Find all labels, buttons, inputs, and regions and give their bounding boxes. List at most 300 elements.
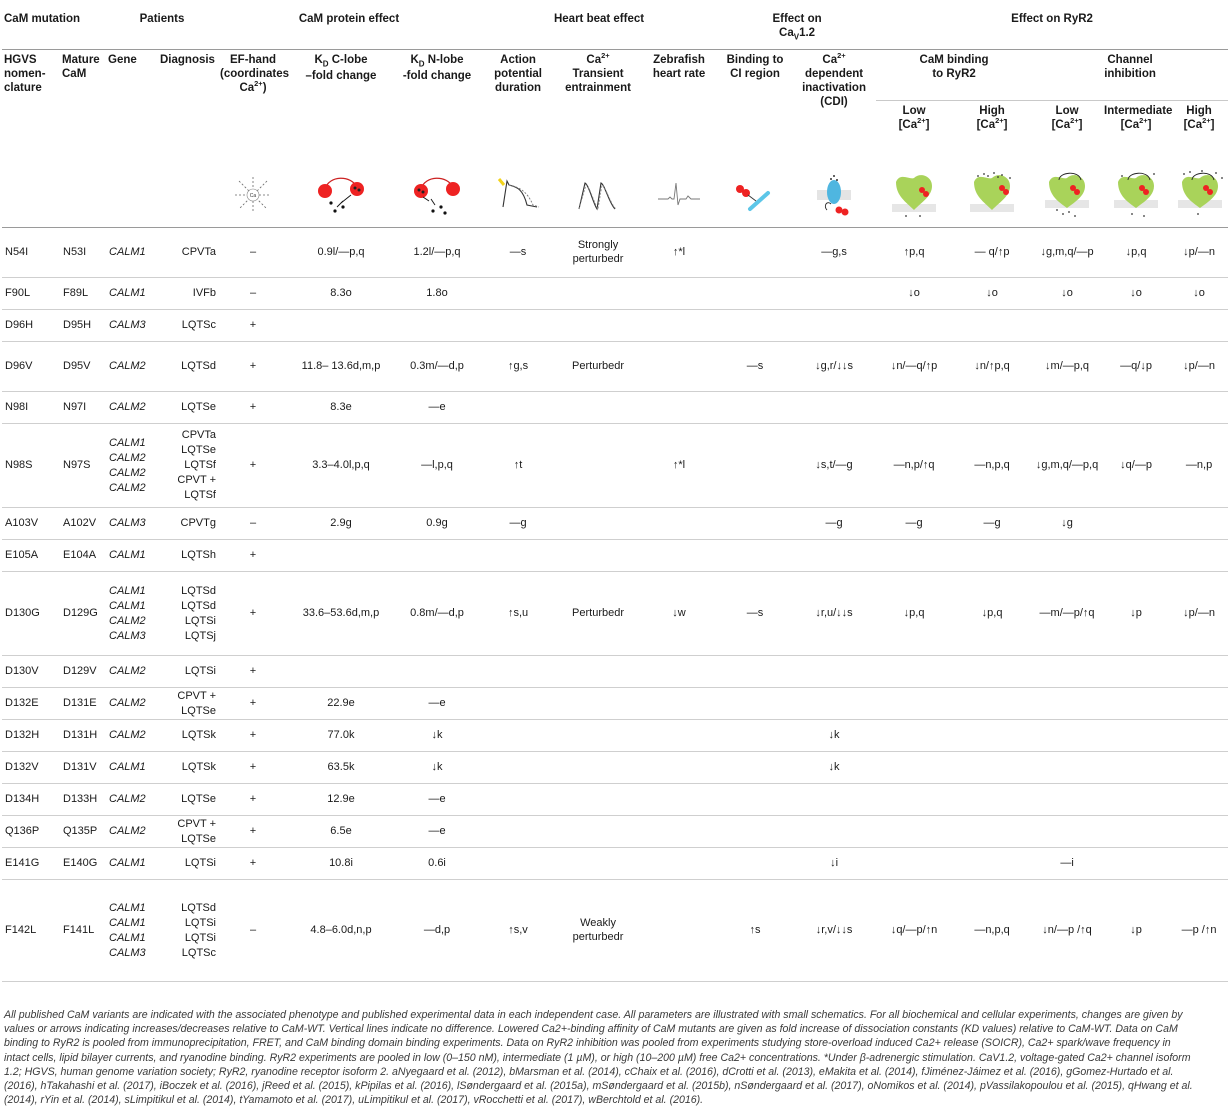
- group-effect-on-cav: Effect on $Ca_V1.2$: [718, 0, 876, 50]
- diagnosis-name: CPVT + LQTSe: [177, 689, 216, 717]
- binding-ci-cell: ↑s: [718, 880, 792, 982]
- mature-cam-cell: D129G: [60, 572, 106, 656]
- col-ca-transient: $Ca^{2+}$ Transient entrainment: [565, 51, 631, 95]
- zebrafish-cell: [640, 688, 718, 720]
- cam-low-cell: [876, 310, 952, 342]
- binding-ci-cell: [718, 752, 792, 784]
- apd-cell: [480, 848, 556, 880]
- gene-name: CALM1: [109, 931, 146, 944]
- kdn-cell: 1.2l/—p,q: [394, 228, 480, 278]
- gene-cell: [106, 310, 158, 342]
- binding-ci-cell: [718, 784, 792, 816]
- gene-name: CALM2: [109, 793, 146, 805]
- diagnosis-name: LQTSd: [181, 599, 216, 612]
- zebrafish-cell: [640, 784, 718, 816]
- inh-low-cell: ↓g: [1032, 508, 1102, 540]
- gene-name: CALM2: [109, 697, 146, 709]
- gene-name: CALM1: [109, 436, 146, 449]
- hgvs-cell: D132E: [2, 688, 60, 720]
- efhand-cell: –: [218, 880, 288, 982]
- apd-cell: ↑g,s: [480, 342, 556, 392]
- cam-high-cell: [952, 688, 1032, 720]
- inh-int-cell: [1102, 688, 1170, 720]
- efhand-cell: +: [218, 540, 288, 572]
- diagnosis-cell: [158, 656, 218, 688]
- diagnosis-cell: [158, 720, 218, 752]
- ecg-trace-icon: [640, 163, 718, 228]
- apd-cell: [480, 784, 556, 816]
- diagnosis-cell: [158, 342, 218, 392]
- kdn-cell: —l,p,q: [394, 424, 480, 508]
- inh-high-cell: ↓p/—n: [1170, 342, 1228, 392]
- col-cam-high: High $[Ca^{2+}]$: [976, 105, 1008, 132]
- table-caption: All published CaM variants are indicated with the associated phenotype and published experimental data in each independent case. All parameters are illustrated with small schematics. For all biochemical and cellular experiments, changes are given by values or arrows indicating increases/decreases relative to CaM-WT. Vertical lines indicate no difference. Lowered Ca2+-binding affinity of CaM mutants are given as fold increase of dissociation constants (KD values) relative to CaM-WT. Data on CaM binding to RyR2 is pooled from immunoprecipitation, FRET, and CaM binding domain binding experiments. Data on RyR2 inhibition was pooled from experiments studying store-overload induced Ca2+ release (SOICR), Ca2+ spark/wave frequency in intact cells, lipid bilayer currents, and ryanodine binding. RyR2 experiments are pooled in low (0–150 nM), intermediate (1 µM), or high (10–200 µM) free Ca2+ concentrations. *Under β-adrenergic stimulation. CaV1.2, voltage-gated Ca2+ channel isoform 1.2; HGVS, human genome variation society; RyR2, ryanodine receptor isoform 2. aNyegaard et al. (2012), bMarsman et al. (2014), cChaix et al. (2016), dCrotti et al. (2013), eMakita et al. (2014), fJiménez-Jáimez et al. (2016), gGomez-Hurtado et al. (2016), hTakahashi et al. (2017), iBoczek et al. (2016), jReed et al. (2015), kPipilas et al. (2016), lSøndergaard et al. (2015a), mSøndergaard et al. (2015b), nSøndergaard et al. (2017), oNomikos et al. (2014), pVassilakopoulou et al. (2015), qHwang et al. (2014), rYin et al. (2014), sLimpitikul et al. (2014), tYamamoto et al. (2017), uLimpitikul et al. (2017), vRocchetti et al. (2017), wBerchtold et al. (2016).: [4, 1009, 1193, 1107]
- kdn-cell: [394, 656, 480, 688]
- diagnosis-name: LQTSe: [181, 793, 216, 805]
- binding-ci-cell: [718, 310, 792, 342]
- cam-high-cell: [952, 656, 1032, 688]
- zebrafish-cell: [640, 342, 718, 392]
- kdn-cell: —d,p: [394, 880, 480, 982]
- col-inh-high: High $[Ca^{2+}]$: [1183, 105, 1215, 132]
- cam-low-cell: [876, 816, 952, 848]
- apd-cell: [480, 278, 556, 310]
- hgvs-cell: D132H: [2, 720, 60, 752]
- diagnosis-name: LQTSk: [181, 729, 216, 741]
- cam-low-cell: [876, 392, 952, 424]
- binding-ci-cell: [718, 720, 792, 752]
- kdn-cell: —e: [394, 816, 480, 848]
- diagnosis-name: CPVTg: [180, 517, 216, 529]
- hgvs-cell: D130V: [2, 656, 60, 688]
- ca-transient-cell: [556, 720, 640, 752]
- calcium-coordination-icon: [218, 163, 288, 228]
- diagnosis-name: CPVTa: [181, 246, 216, 258]
- cdi-cell: ↓r,v/↓↓s: [792, 880, 876, 982]
- gene-cell: [106, 752, 158, 784]
- efhand-cell: +: [218, 752, 288, 784]
- efhand-cell: +: [218, 310, 288, 342]
- inh-high-cell: ↓p/—n: [1170, 228, 1228, 278]
- kdc-cell: 2.9g: [288, 508, 394, 540]
- efhand-cell: –: [218, 278, 288, 310]
- apd-cell: [480, 392, 556, 424]
- ryr2-high-ca-icon: [952, 163, 1032, 228]
- gene-cell: [106, 656, 158, 688]
- kdn-cell: [394, 310, 480, 342]
- table-row: [2, 784, 1228, 816]
- inh-high-cell: [1170, 656, 1228, 688]
- binding-ci-cell: [718, 228, 792, 278]
- table-row: [2, 424, 1228, 508]
- cdi-cell: ↓r,u/↓↓s: [792, 572, 876, 656]
- zebrafish-cell: ↓w: [640, 572, 718, 656]
- cdi-cell: [792, 310, 876, 342]
- zebrafish-cell: ↑*l: [640, 228, 718, 278]
- hgvs-cell: F90L: [2, 278, 60, 310]
- hgvs-cell: E105A: [2, 540, 60, 572]
- col-inh-intermediate: Intermediate $[Ca^{2+}]$: [1104, 105, 1173, 132]
- zebrafish-cell: [640, 752, 718, 784]
- col-ef-hand: EF-hand (coordinates $Ca^{2+}$): [220, 54, 290, 95]
- inh-int-cell: [1102, 784, 1170, 816]
- apd-cell: [480, 720, 556, 752]
- col-apd: Action potential duration: [494, 54, 542, 95]
- gene-name: CALM3: [109, 946, 146, 959]
- efhand-cell: +: [218, 848, 288, 880]
- zebrafish-cell: [640, 508, 718, 540]
- ca-transient-cell: [556, 508, 640, 540]
- cdi-cell: [792, 392, 876, 424]
- efhand-cell: +: [218, 656, 288, 688]
- ca-transient-cell: Weakly perturbedr: [556, 880, 640, 982]
- cdi-cell: ↓k: [792, 752, 876, 784]
- ca-transient-cell: Perturbedr: [556, 572, 640, 656]
- zebrafish-cell: [640, 880, 718, 982]
- mature-cam-cell: E140G: [60, 848, 106, 880]
- table-row: [2, 540, 1228, 572]
- col-diagnosis: Diagnosis: [160, 54, 215, 66]
- zebrafish-cell: [640, 848, 718, 880]
- inh-high-cell: ↓p/—n: [1170, 572, 1228, 656]
- table-row: [2, 228, 1228, 278]
- kdc-cell: 4.8–6.0d,n,p: [288, 880, 394, 982]
- inh-low-cell: —i: [1032, 848, 1102, 880]
- cam-variants-table: [2, 0, 1228, 982]
- cam-low-cell: —n,p/↑q: [876, 424, 952, 508]
- cdi-cell: [792, 816, 876, 848]
- cam-high-cell: —g: [952, 508, 1032, 540]
- table-row: [2, 752, 1228, 784]
- apd-cell: [480, 752, 556, 784]
- diagnosis-cell: [158, 752, 218, 784]
- table-row: [2, 278, 1228, 310]
- table-row: [2, 508, 1228, 540]
- cam-high-cell: [952, 540, 1032, 572]
- inh-high-cell: —p /↑n: [1170, 880, 1228, 982]
- inh-int-cell: ↓p: [1102, 572, 1170, 656]
- mature-cam-cell: E104A: [60, 540, 106, 572]
- mature-cam-cell: N97S: [60, 424, 106, 508]
- gene-name: CALM2: [109, 665, 146, 677]
- gene-cell: [106, 572, 158, 656]
- apd-cell: [480, 816, 556, 848]
- ryr2-inhibition-intermediate-icon: [1102, 163, 1170, 228]
- zebrafish-cell: [640, 656, 718, 688]
- apd-cell: ↑s,u: [480, 572, 556, 656]
- zebrafish-cell: [640, 310, 718, 342]
- kdn-cell: —e: [394, 784, 480, 816]
- efhand-cell: +: [218, 688, 288, 720]
- col-zebrafish: Zebrafish heart rate: [652, 54, 706, 81]
- cam-low-cell: ↓o: [876, 278, 952, 310]
- cam-high-cell: [952, 392, 1032, 424]
- diagnosis-cell: [158, 228, 218, 278]
- inh-high-cell: [1170, 310, 1228, 342]
- ci-region-binding-icon: [718, 163, 792, 228]
- cam-low-cell: [876, 540, 952, 572]
- kdc-cell: 22.9e: [288, 688, 394, 720]
- hgvs-cell: N54I: [2, 228, 60, 278]
- gene-name: CALM1: [109, 599, 146, 612]
- cam-low-cell: [876, 720, 952, 752]
- efhand-cell: +: [218, 816, 288, 848]
- cam-low-cell: [876, 688, 952, 720]
- col-mature-cam: Mature CaM: [62, 54, 100, 81]
- efhand-cell: –: [218, 508, 288, 540]
- gene-cell: [106, 880, 158, 982]
- inh-high-cell: [1170, 784, 1228, 816]
- table-row: [2, 720, 1228, 752]
- cam-high-cell: [952, 848, 1032, 880]
- svg-text:Ca: Ca: [249, 193, 257, 199]
- cam-high-cell: [952, 310, 1032, 342]
- kdn-cell: 0.3m/—d,p: [394, 342, 480, 392]
- inh-high-cell: [1170, 752, 1228, 784]
- mature-cam-cell: D133H: [60, 784, 106, 816]
- gene-cell: [106, 688, 158, 720]
- inh-high-cell: [1170, 816, 1228, 848]
- kdn-cell: 0.6i: [394, 848, 480, 880]
- inh-int-cell: ↓q/—p: [1102, 424, 1170, 508]
- inh-high-cell: [1170, 720, 1228, 752]
- gene-cell: [106, 720, 158, 752]
- cdi-channel-icon: [792, 163, 876, 228]
- inh-int-cell: [1102, 656, 1170, 688]
- cam-high-cell: ↓n/↑p,q: [952, 342, 1032, 392]
- zebrafish-cell: [640, 392, 718, 424]
- inh-int-cell: [1102, 392, 1170, 424]
- col-kd-n-lobe: $K_D$ N-lobe -fold change: [402, 54, 472, 83]
- gene-name: CALM2: [109, 729, 146, 741]
- hgvs-cell: D130G: [2, 572, 60, 656]
- diagnosis-cell: [158, 784, 218, 816]
- kdc-cell: 63.5k: [288, 752, 394, 784]
- kdc-cell: 10.8i: [288, 848, 394, 880]
- mature-cam-cell: D131V: [60, 752, 106, 784]
- cdi-cell: [792, 688, 876, 720]
- diagnosis-cell: [158, 508, 218, 540]
- ca-transient-cell: [556, 310, 640, 342]
- apd-cell: —s: [480, 228, 556, 278]
- cam-high-cell: —n,p,q: [952, 424, 1032, 508]
- cam-high-cell: ↓o: [952, 278, 1032, 310]
- ca-transient-cell: [556, 688, 640, 720]
- kdn-cell: 1.8o: [394, 278, 480, 310]
- binding-ci-cell: [718, 278, 792, 310]
- inh-high-cell: —n,p: [1170, 424, 1228, 508]
- gene-name: CALM2: [109, 360, 146, 372]
- efhand-cell: +: [218, 572, 288, 656]
- diagnosis-name: LQTSd: [181, 360, 216, 372]
- table-body: [2, 228, 1228, 982]
- cam-high-cell: [952, 752, 1032, 784]
- binding-ci-cell: [718, 816, 792, 848]
- diagnosis-cell: [158, 278, 218, 310]
- diagnosis-name: LQTSc: [181, 946, 216, 959]
- col-inh-low: Low $[Ca^{2+}]$: [1051, 105, 1083, 132]
- cam-high-cell: —n,p,q: [952, 880, 1032, 982]
- inh-low-cell: [1032, 688, 1102, 720]
- diagnosis-name: CPVT + LQTSe: [177, 817, 216, 845]
- group-patients: Patients: [106, 0, 218, 50]
- kdc-cell: [288, 656, 394, 688]
- gene-name: CALM1: [109, 584, 146, 597]
- hgvs-cell: D134H: [2, 784, 60, 816]
- gene-name: CALM2: [109, 825, 146, 837]
- cdi-cell: [792, 540, 876, 572]
- cam-high-cell: — q/↑p: [952, 228, 1032, 278]
- ca-transient-cell: [556, 752, 640, 784]
- diagnosis-name: LQTSi: [184, 857, 216, 869]
- mature-cam-cell: D131E: [60, 688, 106, 720]
- hgvs-cell: D132V: [2, 752, 60, 784]
- binding-ci-cell: [718, 656, 792, 688]
- table-row: [2, 880, 1228, 982]
- binding-ci-cell: [718, 424, 792, 508]
- mature-cam-cell: F141L: [60, 880, 106, 982]
- inh-high-cell: [1170, 848, 1228, 880]
- diagnosis-name: LQTSj: [184, 629, 216, 642]
- inh-int-cell: [1102, 310, 1170, 342]
- gene-name: CALM1: [109, 246, 146, 258]
- diagnosis-name: LQTSh: [181, 549, 216, 561]
- inh-int-cell: —q/↓p: [1102, 342, 1170, 392]
- inh-int-cell: [1102, 816, 1170, 848]
- cam-low-cell: —g: [876, 508, 952, 540]
- inh-int-cell: [1102, 848, 1170, 880]
- gene-name: CALM1: [109, 901, 146, 914]
- diagnosis-name: CPVT + LQTSf: [177, 474, 216, 501]
- action-potential-icon: [480, 163, 556, 228]
- col-cam-low: Low $[Ca^{2+}]$: [898, 105, 930, 132]
- inh-int-cell: ↓o: [1102, 278, 1170, 310]
- kdn-cell: [394, 540, 480, 572]
- inh-low-cell: —m/—p/↑q: [1032, 572, 1102, 656]
- efhand-cell: –: [218, 228, 288, 278]
- inh-int-cell: [1102, 508, 1170, 540]
- group-cam-protein-effect: CaM protein effect: [218, 0, 480, 50]
- table-row: [2, 656, 1228, 688]
- kdn-cell: —e: [394, 688, 480, 720]
- diagnosis-cell: [158, 848, 218, 880]
- kdc-cell: 0.9l/—p,q: [288, 228, 394, 278]
- diagnosis-cell: [158, 392, 218, 424]
- ca-transient-cell: [556, 816, 640, 848]
- gene-cell: [106, 278, 158, 310]
- inh-low-cell: [1032, 656, 1102, 688]
- cdi-cell: ↓k: [792, 720, 876, 752]
- cam-high-cell: [952, 784, 1032, 816]
- kdn-cell: ↓k: [394, 752, 480, 784]
- kdc-cell: 8.3o: [288, 278, 394, 310]
- gene-name: CALM2: [109, 614, 146, 627]
- inh-low-cell: [1032, 540, 1102, 572]
- binding-ci-cell: [718, 688, 792, 720]
- col-cdi: $Ca^{2+}$ dependent inactivation (CDI): [802, 51, 866, 109]
- gene-name: CALM2: [109, 466, 146, 479]
- kdn-cell: 0.9g: [394, 508, 480, 540]
- mature-cam-cell: Q135P: [60, 816, 106, 848]
- diagnosis-cell: [158, 688, 218, 720]
- table-row: [2, 572, 1228, 656]
- apd-cell: [480, 688, 556, 720]
- diagnosis-name: LQTSd: [181, 584, 216, 597]
- apd-cell: [480, 540, 556, 572]
- inh-int-cell: [1102, 540, 1170, 572]
- calcium-transient-icon: [556, 163, 640, 228]
- gene-cell: [106, 342, 158, 392]
- hgvs-cell: E141G: [2, 848, 60, 880]
- gene-name: CALM2: [109, 451, 146, 464]
- ca-transient-cell: [556, 424, 640, 508]
- zebrafish-cell: [640, 540, 718, 572]
- diagnosis-name: LQTSd: [181, 901, 216, 914]
- kdc-cell: 8.3e: [288, 392, 394, 424]
- c-lobe-binding-icon: [288, 163, 394, 228]
- kdn-cell: ↓k: [394, 720, 480, 752]
- diagnosis-cell: [158, 424, 218, 508]
- diagnosis-name: LQTSi: [184, 916, 216, 929]
- kdc-cell: 11.8– 13.6d,m,p: [288, 342, 394, 392]
- gene-name: CALM3: [109, 517, 146, 529]
- gene-cell: [106, 816, 158, 848]
- mature-cam-cell: N97I: [60, 392, 106, 424]
- mature-cam-cell: D95H: [60, 310, 106, 342]
- kdc-cell: 77.0k: [288, 720, 394, 752]
- inh-low-cell: [1032, 720, 1102, 752]
- ca-transient-cell: [556, 278, 640, 310]
- cdi-cell: [792, 278, 876, 310]
- gene-name: CALM2: [109, 481, 146, 494]
- apd-cell: ↑s,v: [480, 880, 556, 982]
- ca-transient-cell: [556, 848, 640, 880]
- inh-high-cell: ↓o: [1170, 278, 1228, 310]
- efhand-cell: +: [218, 342, 288, 392]
- table-row: [2, 688, 1228, 720]
- table-row: [2, 342, 1228, 392]
- cdi-cell: —g,s: [792, 228, 876, 278]
- inh-high-cell: [1170, 392, 1228, 424]
- efhand-cell: +: [218, 424, 288, 508]
- ca-transient-cell: Strongly perturbedr: [556, 228, 640, 278]
- apd-cell: [480, 656, 556, 688]
- inh-low-cell: [1032, 784, 1102, 816]
- diagnosis-name: LQTSe: [181, 401, 216, 413]
- mature-cam-cell: A102V: [60, 508, 106, 540]
- inh-low-cell: ↓n/—p /↑q: [1032, 880, 1102, 982]
- mature-cam-cell: D129V: [60, 656, 106, 688]
- hgvs-cell: D96V: [2, 342, 60, 392]
- diagnosis-cell: [158, 572, 218, 656]
- diagnosis-name: LQTSe: [181, 444, 216, 456]
- zebrafish-cell: ↑*l: [640, 424, 718, 508]
- diagnosis-cell: [158, 816, 218, 848]
- apd-cell: —g: [480, 508, 556, 540]
- ca-transient-cell: [556, 540, 640, 572]
- group-cam-mutation: CaM mutation: [2, 0, 106, 50]
- n-lobe-binding-icon: [394, 163, 480, 228]
- inh-low-cell: [1032, 392, 1102, 424]
- hgvs-cell: N98S: [2, 424, 60, 508]
- cam-low-cell: ↓n/—q/↑p: [876, 342, 952, 392]
- table-row: [2, 310, 1228, 342]
- hgvs-cell: F142L: [2, 880, 60, 982]
- binding-ci-cell: [718, 540, 792, 572]
- apd-cell: [480, 310, 556, 342]
- gene-name: CALM1: [109, 761, 146, 773]
- cdi-cell: ↓i: [792, 848, 876, 880]
